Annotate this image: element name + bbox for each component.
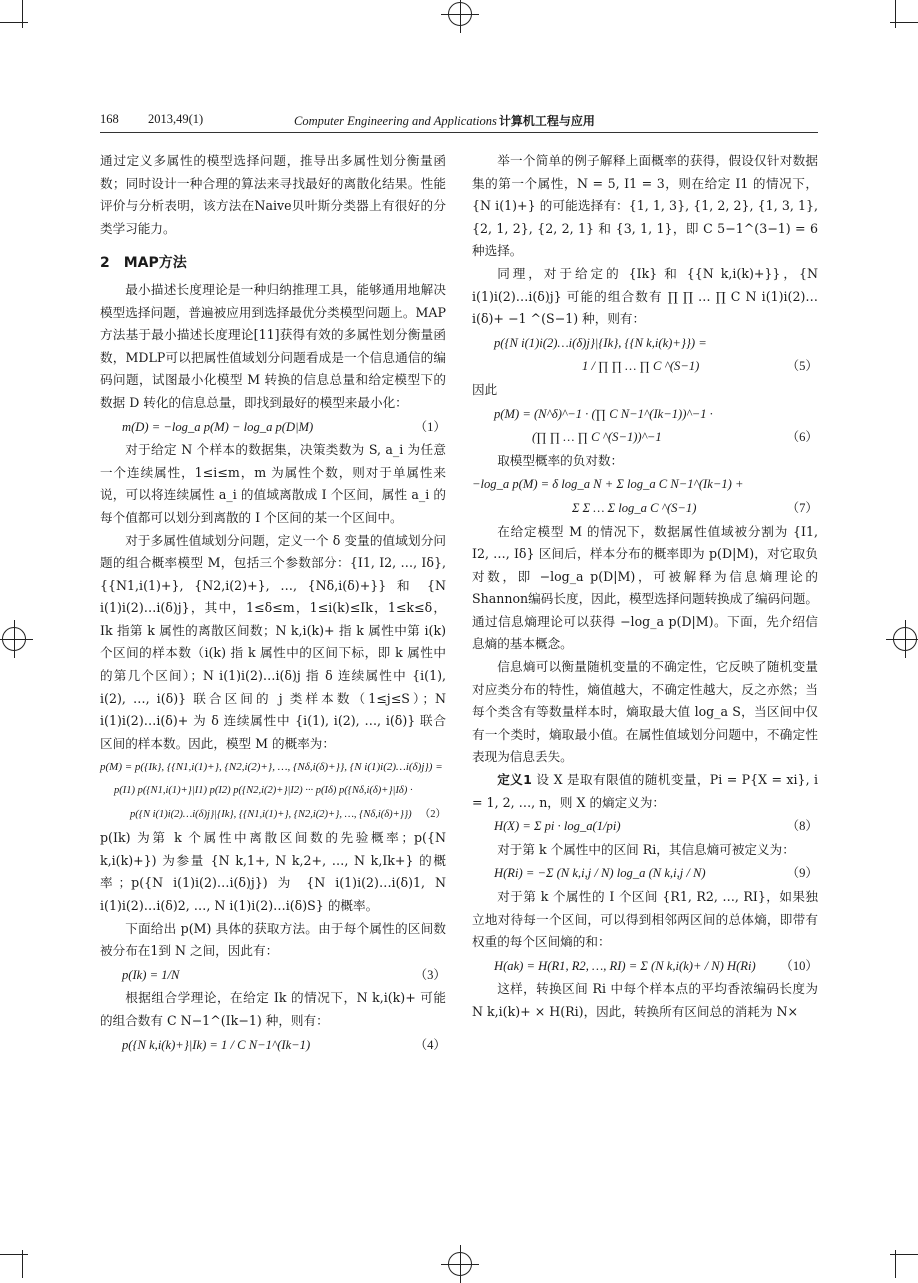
section-title: MAP方法: [123, 255, 187, 272]
paragraph: 下面给出 p(M) 具体的获取方法。由于每个属性的区间数被分布在1到 N 之间，因此有：: [100, 920, 446, 959]
equation-body: p(I1) p({N1,i(1)+}|I1) p(I2) p({N2,i(2)+}|I2) ··· p(Iδ) p({Nδ,i(δ)+}|Iδ) ·: [114, 785, 413, 797]
equation-body: H(Ri) = −Σ (N k,i,j / N) log_a (N k,i,j / N): [494, 866, 706, 881]
journal-name-cn: 计算机工程与应用: [498, 114, 595, 128]
equation-body: p({N k,i(k)+}|Ik) = 1 / C N−1^(Ik−1): [122, 1037, 311, 1052]
crop-mark: [0, 22, 28, 23]
equation-body: H(X) = Σ pi · log_a(1/pi): [494, 819, 621, 834]
crop-mark: [890, 22, 918, 23]
equation-5-line-2: [472, 355, 818, 378]
crop-mark: [22, 0, 23, 28]
paragraph: 因此: [472, 381, 498, 397]
equation-body: p(M) = (N^δ)^−1 · (∏ C N−1^(Ik−1))^−1 ·: [494, 406, 713, 421]
equation-number: （5）: [786, 359, 818, 374]
paragraph: 同理，对于给定的 {Ik} 和 {{N k,i(k)+}}，{N i(1)i(2)…i(δ)j} 可能的组合数有 ∏ ∏ … ∏ C N i(1)i(2)…i(δ)+ −1 ^(S−1) 种，则有：: [472, 265, 818, 327]
equation-body: H(ak) = H(R1, R2, …, RI) = Σ (N k,i(k)+ / N) H(Ri): [494, 958, 756, 973]
definition-text: 设 X 是取有限值的随机变量，Pi = P{X = xi}, i = 1, 2, …, n，则 X 的熵定义为：: [472, 772, 818, 810]
equation-4: [100, 1034, 446, 1057]
equation-6-line-1: [472, 403, 818, 426]
equation-number: （10）: [780, 958, 818, 973]
equation-8: [472, 815, 818, 838]
equation-3: [100, 964, 446, 987]
equation-number: （7）: [786, 500, 818, 515]
paragraph: 对于第 k 个属性中的区间 Ri，其信息熵可被定义为：: [497, 841, 795, 857]
equation-7-line-2: [472, 497, 818, 520]
section-number: 2: [100, 255, 110, 272]
left-column: [100, 150, 446, 1057]
registration-mark-icon: [448, 1252, 472, 1276]
equation-number: （2）: [419, 808, 446, 820]
equation-2-line-3: [100, 804, 446, 827]
paragraph: p(Ik) 为第 k 个属性中离散区间数的先验概率；p({N k,i(k)+}) 为参量 {N k,1+, N k,2+, …, N k,Ik+} 的概率；p({N i(1)i(2)…i(δ)j}) 为 {N i(1)i(2)…i(δ)1, N i(1)i(2)…i(δ)2, …, N i(1)i(2)…i(δ)S} 的概率。: [100, 830, 446, 913]
equation-6-line-2: [472, 426, 818, 449]
paragraph: 这样，转换区间 Ri 中每个样本点的平均香浓编码长度为 N k,i(k)+ × H(Ri)，因此，转换所有区间总的消耗为 N×: [472, 981, 818, 1019]
paragraph: 在给定模型 M 的情况下，数据属性值域被分割为 {I1, I2, …, Iδ} 区间后，样本分布的概率即为 p(D|M)，对它取负对数，即 −log_a p(D|M)，可被解释为信息熵理论的Shannon编码长度，因此，模型选择问题转换成了编码问题。通过信息熵理论可以获得 −log_a p(D|M)。下面，先介绍信息熵的基本概念。: [472, 523, 818, 652]
equation-body: −log_a p(M) = δ log_a N + Σ log_a C N−1^(Ik−1) +: [472, 477, 744, 492]
equation-number: （4）: [414, 1037, 446, 1052]
paragraph: 根据组合学理论，在给定 Ik 的情况下，N k,i(k)+ 可能的组合数有 C N−1^(Ik−1) 种，则有：: [100, 990, 446, 1028]
equation-number: （9）: [786, 866, 818, 881]
crop-mark: [895, 0, 896, 28]
section-heading: [100, 252, 446, 275]
registration-mark-icon: [893, 627, 917, 651]
equation-body: p({N i(1)i(2)…i(δ)j}|{Ik}, {{N1,i(1)+}, {N2,i(2)+}, …, {Nδ,i(δ)+}}): [130, 808, 412, 820]
journal-name-en: Computer Engineering and Applications: [294, 114, 497, 128]
paragraph: 最小描述长度理论是一种归纳推理工具，能够通用地解决模型选择问题，普遍被应用到选择最优分类模型问题上。MAP方法基于最小描述长度理论[11]获得有效的多属性划分衡量函数，MDLP可以把属性值域划分问题看成是一个信息通信的编码问题，试图最小化模型 M 转换的信息总量和给定模型下的数据 D 转化的信息总量，即找到最好的模型来最小化：: [100, 281, 446, 410]
paragraph: 取模型概率的负对数：: [497, 452, 624, 468]
journal-issue: 2013,49(1): [148, 112, 204, 126]
equation-number: （1）: [414, 419, 446, 434]
paragraph: 对于第 k 个属性的 I 个区间 {R1, R2, …, RI}，如果独立地对待每一个区间，可以得到相邻两区间的总体熵，即带有权重的每个区间熵的和：: [472, 889, 818, 950]
paragraph: 信息熵可以衡量随机变量的不确定性，它反映了随机变量对应类分布的特性，熵值越大，不确定性越大，反之亦然；当每个类含有等数量样本时，熵取最大值 log_a S，当区间中仅有一个类时，熵取最小值。在属性值域划分问题中，不确定性表现为信息丢失。: [472, 659, 818, 765]
equation-number: （6）: [786, 430, 818, 445]
intro-paragraph: 通过定义多属性的模型选择问题，推导出多属性划分衡量函数；同时设计一种合理的算法来寻找最好的离散化结果。性能评价与分析表明，该方法在Naive贝叶斯分类器上有很好的分类学习能力。: [100, 153, 446, 236]
equation-body: Σ Σ … Σ log_a C ^(S−1): [572, 500, 697, 515]
equation-2-line-1: [100, 756, 446, 779]
equation-9: [472, 862, 818, 885]
equation-number: （8）: [786, 819, 818, 834]
equation-5-line-1: [472, 332, 818, 355]
equation-body: p(Ik) = 1/N: [122, 967, 180, 982]
equation-body: p({N i(1)i(2)…i(δ)j}|{Ik}, {{N k,i(k)+}}) =: [494, 335, 707, 350]
journal-name: [294, 112, 595, 129]
registration-mark-icon: [2, 627, 26, 651]
equation-body: m(D) = −log_a p(M) − log_a p(D|M): [122, 419, 314, 434]
paragraph: 举一个简单的例子解释上面概率的获得，假设仅针对数据集的第一个属性，N = 5, I1 = 3，则在给定 I1 的情况下，{N i(1)+} 的可能选择有：{1, 1, 3}, {1, 2, 2}, {1, 3, 1}, {2, 1, 2}, {2, 2, 1} 和 {3, 1, 1}，即 C 5−1^(3−1) = 6 种选择。: [472, 153, 818, 259]
registration-mark-icon: [448, 2, 472, 26]
equation-7-line-1: [472, 473, 818, 496]
paragraph: 对于多属性值域划分问题，定义一个 δ 变量的值域划分问题的组合概率模型 M，包括三个参数部分：{I1, I2, …, Iδ}, {{N1,i(1)+}, {N2,i(2)+}, …, {Nδ,i(δ)+}} 和 {N i(1)i(2)…i(δ)j}，其中，1≤δ≤m，1≤i(k)≤Ik，1≤k≤δ，Ik 指第 k 属性的离散区间数；N k,i(k)+ 指 k 属性中第 i(k) 个区间的样本数（i(k) 指 k 属性中的区间下标，即 k 属性中的第几个区间）；N i(1)i(2)…i(δ)j 指 δ 连续属性中 {i(1), i(2), …, i(δ)} 联合区间的 j 类样本数（1≤j≤S）；N i(1)i(2)…i(δ)+ 为 δ 连续属性中 {i(1), i(2), …, i(δ)} 联合区间的样本数。因此，模型 M 的概率为：: [100, 532, 446, 751]
equation-10: [472, 955, 818, 978]
paragraph: 对于给定 N 个样本的数据集，决策类数为 S, a_i 为任意一个连续属性，1≤i≤m，m 为属性个数，则对于单属性来说，可以将连续属性 a_i 的值域离散成 I 个区间，属性 a_i 的每个值都可以划分到离散的 I 个区间的某一个区间中。: [100, 442, 446, 525]
running-header: [100, 110, 818, 133]
equation-body: 1 / ∏ ∏ … ∏ C ^(S−1): [582, 359, 700, 374]
definition-label: 定义1: [497, 772, 532, 788]
equation-number: （3）: [414, 967, 446, 982]
right-column: [472, 150, 818, 1024]
equation-body: (∏ ∏ … ∏ C ^(S−1))^−1: [532, 430, 662, 445]
page-number: 168: [100, 112, 119, 126]
equation-1: [100, 416, 446, 439]
crop-mark: [890, 1254, 918, 1255]
equation-2-line-2: [100, 780, 446, 803]
equation-body: p(M) = p({Ik}, {{N1,i(1)+}, {N2,i(2)+}, …, {Nδ,i(δ)+}}, {N i(1)i(2)…i(δ)j}) =: [100, 761, 443, 774]
definition-paragraph: [472, 769, 818, 814]
crop-mark: [0, 1254, 28, 1255]
